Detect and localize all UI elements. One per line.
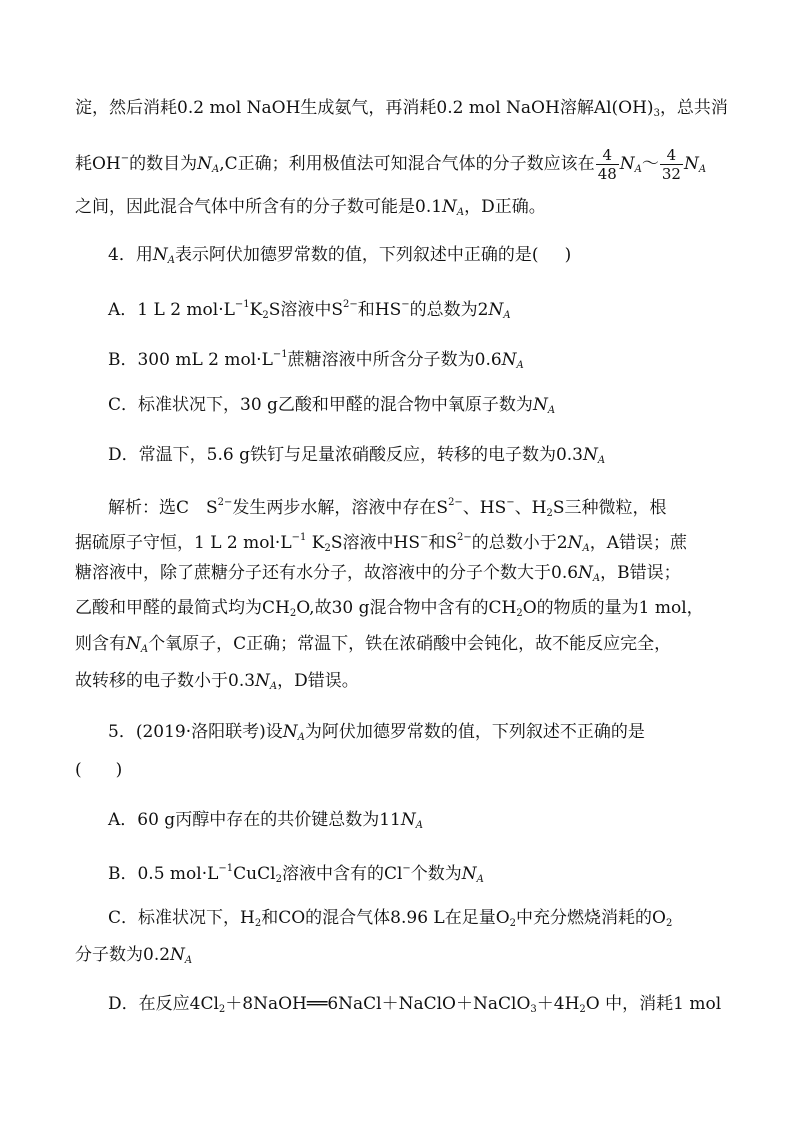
solution-4-line-1: 解析：选C $S^{2-}$发生两步水解，溶液中存在$S^{2-}$、HS−、$H_2S$三种微粒，根 <box>108 497 667 519</box>
prev-solution-line-1: 淀，然后消耗0.2 mol NaOH生成氨气，再消耗0.2 mol NaOH溶解$Al(OH)_3$，总共消 <box>75 98 728 119</box>
fraction-4-48: $\frac{4}{48}$ <box>597 146 617 183</box>
solution-4-line-6: 故转移的电子数小于$0.3N_A$，D错误。 <box>75 671 359 692</box>
question-5-option-c-line-2: 分子数为$0.2N_A$ <box>75 945 193 966</box>
solution-4-line-5: 则含有$N_A$个氧原子，C正确；常温下，铁在浓硝酸中会钝化，故不能反应完全， <box>75 634 672 655</box>
question-5-option-b: B．0.5 $mol\cdot L^{-1}CuCl_2$溶液中含有的Cl−个数为$N_A$ <box>108 863 484 885</box>
question-4-option-c: C．标准状况下，30 g乙酸和甲醛的混合物中氧原子数为$N_A$ <box>108 395 556 416</box>
fraction-4-32: $\frac{4}{32}$ <box>661 146 681 183</box>
question-4-option-d: D．常温下，5.6 g铁钉与足量浓硝酸反应，转移的电子数为$0.3N_A$ <box>108 445 606 466</box>
question-4-option-b: B．300 mL 2 $mol\cdot L^{-1}$蔗糖溶液中所含分子数为$0.6N_A$ <box>108 349 524 371</box>
question-4-option-a: A．1 L 2 $mol\cdot L^{-1}K_2S$溶液中$S^{2-}$和HS−的总数为$2N_A$ <box>108 299 511 321</box>
question-5-stem-paren: ( ) <box>75 760 123 780</box>
question-5-option-a: A．60 g丙醇中存在的共价键总数为$11N_A$ <box>108 810 423 831</box>
question-4-stem: 4．用$N_A$表示阿伏加德罗常数的值，下列叙述中正确的是( ) <box>108 245 572 266</box>
solution-4-line-2: 据硫原子守恒，1 L 2 $mol\cdot L^{-1}$ $K_2S$溶液中HS−和$S^{2-}$的总数小于$2N_A$，A错误；蔗 <box>75 532 687 554</box>
solution-4-line-4: 乙酸和甲醛的最简式均为$CH_2O$,故30 g混合物中含有的$CH_2O$的物质的量为1 mol， <box>75 598 704 619</box>
question-5-option-c: C．标准状况下，$H_2$和CO的混合气体8.96 L在足量$O_2$中充分燃烧消耗的$O_2$ <box>108 908 673 929</box>
question-5-option-d: D．在反应$4Cl_2+8NaOH══6NaCl+NaClO+NaClO_3+4H_2O$ 中，消耗1 mol <box>108 994 722 1015</box>
solution-4-line-3: 糖溶液中，除了蔗糖分子还有水分子，故溶液中的分子个数大于$0.6N_A$，B错误； <box>75 563 681 584</box>
prev-solution-line-3: 之间，因此混合气体中所含有的分子数可能是$0.1N_A$，D正确。 <box>75 197 546 218</box>
question-5-stem: 5．(2019·洛阳联考)设$N_A$为阿伏加德罗常数的值，下列叙述不正确的是 <box>108 722 645 743</box>
prev-solution-line-2: 耗OH−的数目为$N_A,C$正确；利用极值法可知混合气体的分子数应该在 $\frac{4}{48}$ $N_A\sim$ $\frac{4}{32}$ $N_A$ <box>75 146 707 183</box>
